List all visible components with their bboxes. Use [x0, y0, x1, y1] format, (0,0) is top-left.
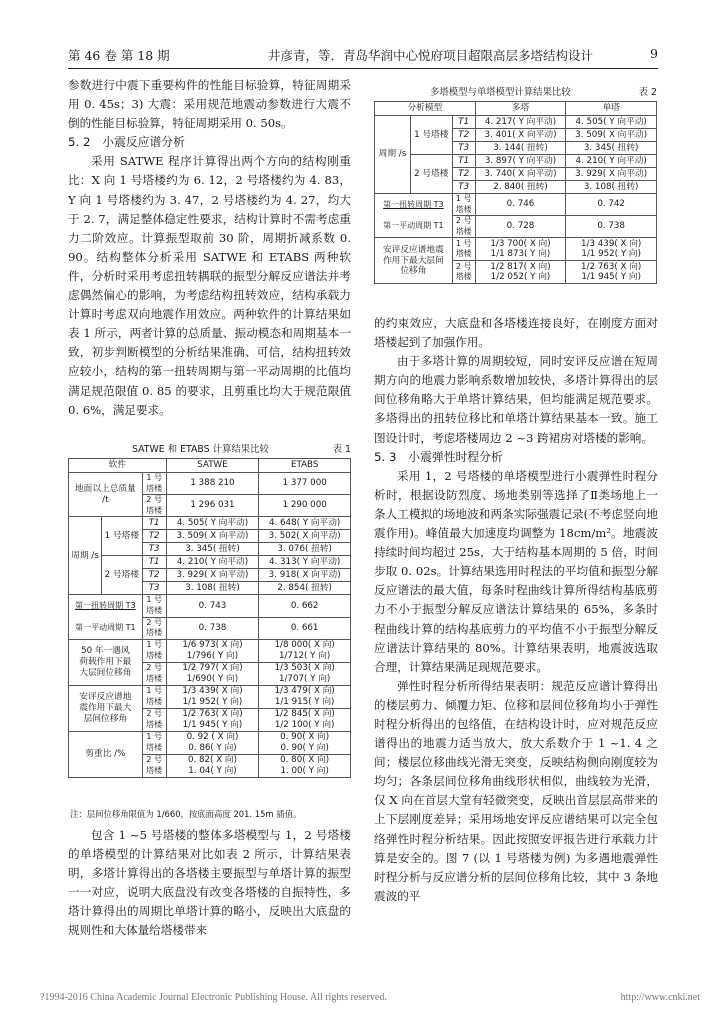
table-cell: 4. 210( Y 向平动): [566, 155, 657, 168]
table-header: 单塔: [566, 102, 657, 116]
table-cell: [166, 754, 259, 777]
paragraph: 采用 1，2 号塔楼的单塔模型进行小震弹性时程分析时，根据设防烈度、场地类别等选择了Ⅱ类场地上一条人工模拟的场地波和两条实际强震记录(不考虑竖向地震作用)。峰值最大加速度均调整为 18cm/m²。地震波持续时间均超过 25s，大于结构基本周期的 5 倍，时间步取 0. 02s。计算结果选用时程法的平均值和振型分解反应谱法的最大值，每条时程曲线计算所得结构基底剪力不小于振型分解反应谱法计算结果的 65%，多条时程曲线计算的结构基底剪力的平均值不小于振型分解反应谱法计算结果的 80%。计算结果表明，地震波选取合理，计算结果满足现规范要求。: [374, 468, 658, 674]
row-label: 周期 /s: [375, 116, 411, 194]
cell-line: 0. 86( Y 向): [188, 742, 237, 753]
table-cell: 4. 648( Y 向平动): [259, 517, 351, 530]
period-symbol: T3: [452, 142, 475, 155]
table-cell: 4. 210( Y 向平动): [166, 556, 259, 569]
cell-line: 1. 00( Y 向): [280, 765, 329, 776]
table-cell: [259, 685, 351, 708]
header-rule: [68, 68, 658, 69]
cell-line: 1/2 845( X 向): [274, 709, 335, 720]
row-label: 第一平动周期 T1: [375, 216, 453, 238]
section-heading: 5. 3 小震弹性时程分析: [374, 449, 503, 464]
tower-label: 2 号塔楼: [142, 754, 166, 777]
period-symbol: T1: [452, 116, 475, 129]
table-title: SATWE 和 ETABS 计算结果比较: [132, 444, 269, 455]
table-cell: 4. 505( Y 向平动): [166, 517, 259, 530]
table-cell: [259, 708, 351, 731]
table-number: 表 1: [332, 444, 351, 455]
cell-line: 1. 04( Y 向): [188, 765, 237, 776]
table-cell: 4. 505( Y 向平动): [566, 116, 657, 129]
cell-line: 1/2 763( X 向): [182, 709, 243, 720]
table-cell: 1 296 031: [166, 495, 259, 517]
page-footer: [40, 992, 700, 1003]
period-symbol: T2: [452, 168, 475, 181]
cell-line: 1/1 945( Y 向): [581, 272, 641, 283]
table-cell: 0. 662: [259, 595, 351, 617]
tower-label: 2 号塔楼: [142, 662, 166, 685]
table-cell: 1 377 000: [259, 473, 351, 495]
paragraph: 弹性时程分析所得结果表明：规范反应谱计算得出的楼层剪力、倾覆力矩、位移和层间位移角均小于弹性时程分析得出的包络值，在结构设计时，应对规范反应谱得出的地震力适当放大，放大系数介于 1 ~1. 4 之间；楼层位移曲线光滑无突变，反映结构侧向刚度较为均匀；各条层间位移角曲线形状相似，曲线较为光滑，仅 X 向在首层大堂有轻微突变，反映出首层层高带来的上下层刚度差异；采用场地安评反应谱结果可以完全包络弹性时程分析结果。因此按照安评报告进行承载力计算是安全的。图 7 (以 1 号塔楼为例) 为多遇地震弹性时程分析与反应谱分析的层间位移角比较，其中 3 条地震波的平: [374, 678, 658, 903]
table-cell: 2. 854( 扭转): [259, 582, 351, 595]
tower-label: 1 号塔楼: [142, 639, 166, 662]
table-cell: [259, 662, 351, 685]
table-cell: 4. 217( Y 向平动): [475, 116, 566, 129]
table-cell: 4. 313( Y 向平动): [259, 556, 351, 569]
tower-label: 2 号塔楼: [101, 556, 142, 595]
table-cell: 1 290 000: [259, 495, 351, 517]
tower-label: 1 号塔楼: [142, 685, 166, 708]
paragraph: 由于多塔计算的周期较短，同时安评反应谱在短周期方向的地震力影响系数增加较快，多塔计算得出的层间位移角略大于单塔计算结果，但均能满足规范要求。多塔得出的扭转位移比和单塔计算结果基本一致。施工图设计时，考虑塔楼周边 2 ~3 跨裙房对塔楼的影响。: [374, 354, 658, 445]
table-cell: 3. 345( 扭转): [566, 142, 657, 155]
tower-label: 1 号塔楼: [452, 194, 475, 216]
table-cell: [475, 261, 566, 284]
table-cell: 3. 502( X 向平动): [259, 530, 351, 543]
table-cell: 0. 742: [566, 194, 657, 216]
cell-line: 1/2 763( X 向): [581, 261, 642, 272]
row-label: 安评反应谱地震作用下最大层间位移角: [375, 238, 453, 284]
cell-line: 1/2 797( X 向): [182, 663, 243, 674]
cell-line: 1/3 700( X 向): [490, 238, 551, 249]
table1: [68, 458, 351, 778]
row-label: 50 年一遇风荷载作用下最大层间位移角: [69, 639, 143, 685]
table-cell: [475, 238, 566, 261]
cell-line: 0. 90( X 向): [280, 732, 330, 743]
copyright-notice: ?1994-2016 China Academic Journal Electronic Publishing House. All rights reserved.: [40, 992, 387, 1003]
period-symbol: T3: [142, 582, 166, 595]
table-cell: [166, 685, 259, 708]
period-symbol: T1: [452, 155, 475, 168]
table-cell: 0. 661: [259, 617, 351, 639]
table-cell: 3. 929( X 向平动): [566, 168, 657, 181]
tower-label: 2 号塔楼: [142, 495, 166, 517]
table-header: 分析模型: [375, 102, 476, 116]
table-cell: 3. 918( X 向平动): [259, 569, 351, 582]
table-cell: 3. 108( 扭转): [166, 582, 259, 595]
table-cell: 3. 509( X 向平动): [566, 129, 657, 142]
cell-line: 1/1 915( Y 向): [274, 696, 335, 707]
period-symbol: T1: [142, 556, 166, 569]
table-cell: [259, 754, 351, 777]
cell-line: 1/3 479( X 向): [274, 686, 335, 697]
table-cell: 1 388 210: [166, 473, 259, 495]
cell-line: 0. 92 ( X 向): [186, 732, 239, 743]
cell-line: 1/1 873( Y 向): [490, 249, 551, 260]
table-number: 表 2: [638, 87, 657, 98]
table-cell: 3. 144( 扭转): [475, 142, 566, 155]
table-cell: 3. 897( Y 向平动): [475, 155, 566, 168]
tower-label: 1 号塔楼: [101, 517, 142, 556]
period-symbol: T3: [142, 543, 166, 556]
cell-line: 1/690( Y 向): [186, 673, 239, 684]
cell-line: 1/3 503( X 向): [274, 663, 335, 674]
cell-line: 1/1 945( Y 向): [182, 719, 243, 730]
cell-line: 1/8 000( X 向): [274, 640, 335, 651]
cell-line: 1/707( Y 向): [278, 673, 331, 684]
right-column: [374, 314, 658, 906]
running-title: 井彦青，等．青岛华润中心悦府项目超限高层多塔结构设计: [268, 48, 594, 63]
cell-line: 1/2 100( Y 向): [274, 719, 335, 730]
table-cell: [166, 662, 259, 685]
row-label: 周期 /s: [69, 517, 102, 595]
cell-line: 1/796( Y 向): [186, 650, 239, 661]
table-cell: 3. 401( X 向平动): [475, 129, 566, 142]
table-cell: 0. 738: [166, 617, 259, 639]
table-cell: [259, 639, 351, 662]
table-header: 软件: [69, 459, 167, 473]
cell-line: 0. 90( Y 向): [280, 742, 329, 753]
tower-label: 2 号塔楼: [142, 617, 166, 639]
paragraph: 参数进行中震下重要构件的性能目标验算，特征周期采用 0. 45s；3) 大震：采用规范地震动参数进行大震不倒的性能目标验算，特征周期采用 0. 50s。: [68, 78, 351, 131]
table-header: 多塔: [475, 102, 566, 116]
tower-label: 1 号塔楼: [142, 595, 166, 617]
table-header: ETABS: [259, 459, 351, 473]
table-cell: [166, 639, 259, 662]
table-cell: 0. 743: [166, 595, 259, 617]
cell-line: 0. 80( X 向): [280, 755, 330, 766]
table-cell: 0. 728: [475, 216, 566, 238]
table-cell: 0. 746: [475, 194, 566, 216]
table1-note: 注：层间位移角限值为 1/660，按底面高度 201. 15m 插值。: [70, 809, 302, 819]
period-symbol: T1: [142, 517, 166, 530]
table-cell: 3. 108( 扭转): [566, 181, 657, 194]
tower-label: 2 号塔楼: [142, 708, 166, 731]
left-column-lower: [68, 826, 351, 941]
period-symbol: T2: [452, 129, 475, 142]
tower-label: 1 号塔楼: [142, 731, 166, 754]
row-label: 安评反应谱地震作用下最大层间位移角: [69, 685, 143, 731]
table-cell: 3. 740( X 向平动): [475, 168, 566, 181]
cell-line: 1/2 052( Y 向): [490, 272, 551, 283]
journal-issue: 第 46 卷 第 18 期: [68, 48, 170, 63]
table-cell: [259, 731, 351, 754]
tower-label: 2 号塔楼: [452, 216, 475, 238]
table-header: SATWE: [166, 459, 259, 473]
footer-url: http://www.cnki.net: [620, 992, 700, 1003]
cell-line: 1/1 952( Y 向): [581, 249, 641, 260]
table2: [374, 101, 657, 284]
tower-label: 1 号塔楼: [410, 116, 452, 155]
tower-label: 1 号塔楼: [452, 238, 475, 261]
section-heading: 5. 2 小震反应谱分析: [68, 135, 185, 150]
paragraph: 的约束效应，大底盘和各塔楼连接良好，在刚度方面对塔楼起到了加强作用。: [374, 316, 658, 350]
row-label: 剪重比 /%: [69, 731, 143, 777]
tower-label: 1 号塔楼: [142, 473, 166, 495]
cell-line: 1/3 439( X 向): [581, 238, 642, 249]
cell-line: 1/3 439( X 向): [182, 686, 243, 697]
page-header: [68, 44, 658, 64]
period-symbol: T2: [142, 569, 166, 582]
cell-line: 1/1 952( Y 向): [182, 696, 243, 707]
row-label: 第一平动周期 T1: [69, 617, 143, 639]
cell-line: 1/6 973( X 向): [182, 640, 243, 651]
cell-line: 0. 82( X 向): [187, 755, 237, 766]
paragraph: 采用 SATWE 程序计算得出两个方向的结构刚重比：X 向 1 号塔楼约为 6. 12，2 号塔楼约为 4. 83，Y 向 1 号塔楼约为 3. 47，2 号塔楼约为 4. 27，均大于 2. 7，满足整体稳定性要求，结构计算时不需考虑重力二阶效应。计算振型取前 30 阶，周期折减系数 0. 90。结构整体分析采用 SATWE 和 ETABS 两种软件，分析时采用考虑扭转耦联的振型分解反应谱法并考虑偶然偏心的影响，为考虑结构扭转效应，结构承载力计算时考虑双向地震作用效应。两种软件的计算结果如表 1 所示，两者计算的总质量、振动模态和周期基本一致，初步判断模型的分析结果准确、可信，结构扭转效应较小，结构的第一扭转周期与第一平动周期的比值均满足规范限值 0. 85 的要求，且剪重比均大于规范限值 0. 6%，满足要求。: [68, 154, 351, 417]
table-cell: [166, 708, 259, 731]
table-cell: 0. 738: [566, 216, 657, 238]
page-number: 9: [650, 46, 658, 61]
tower-label: 2 号塔楼: [410, 155, 452, 194]
table-cell: [166, 731, 259, 754]
table-cell: 3. 509( X 向平动): [166, 530, 259, 543]
table-cell: [566, 238, 657, 261]
table-title: 多塔模型与单塔模型计算结果比较: [430, 87, 571, 98]
row-label: 第一扭转周期 T3: [69, 595, 143, 617]
cell-line: 1/712( Y 向): [278, 650, 331, 661]
cell-line: 1/2 817( X 向): [490, 261, 551, 272]
left-column-upper: [68, 76, 351, 420]
tower-label: 2 号塔楼: [452, 261, 475, 284]
row-label: 第一扭转周期 T3: [375, 194, 453, 216]
period-symbol: T2: [142, 530, 166, 543]
table-cell: 3. 076( 扭转): [259, 543, 351, 556]
table-cell: 3. 929( X 向平动): [166, 569, 259, 582]
table-cell: 3. 345( 扭转): [166, 543, 259, 556]
row-label: 地面以上总质量 /t: [69, 473, 143, 517]
table-cell: 2. 840( 扭转): [475, 181, 566, 194]
paragraph: 包含 1 ~5 号塔楼的整体多塔模型与 1，2 号塔楼的单塔模型的计算结果对比如表 2 所示，计算结果表明，多塔计算得出的各塔楼主要振型与单塔计算的振型一一对应，说明大底盘没有改变各塔楼的自振特性，多塔计算得出的周期比单塔计算的略小，反映出大底盘的规则性和大体量给塔楼带来: [68, 828, 351, 938]
table-cell: [566, 261, 657, 284]
period-symbol: T3: [452, 181, 475, 194]
